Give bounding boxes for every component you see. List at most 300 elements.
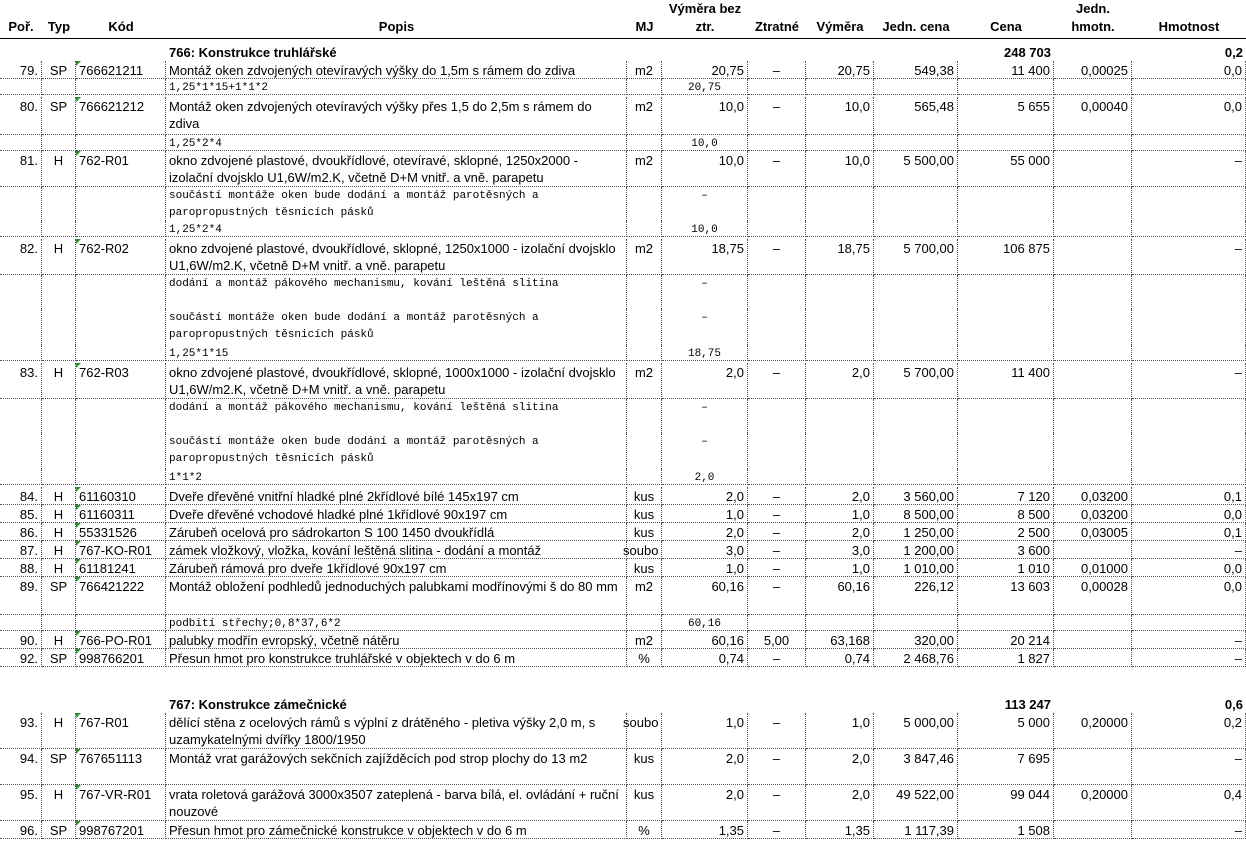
row-quantity[interactable]: 10,0 [806, 97, 874, 135]
subrow-empty-cell [1132, 345, 1246, 361]
row-quantity-base[interactable]: 60,16 [662, 631, 748, 649]
row-type[interactable]: H [42, 151, 76, 187]
subrow-empty-cell [874, 309, 958, 345]
row-code[interactable]: 762-R01 [76, 151, 166, 187]
row-unit-price[interactable]: 3 847,46 [874, 749, 958, 785]
table-row[interactable] [0, 785, 1246, 821]
row-price[interactable]: 106 875 [958, 239, 1054, 275]
row-price[interactable]: 13 603 [958, 577, 1054, 615]
row-quantity-base[interactable]: 60,16 [662, 577, 748, 615]
row-quantity-base[interactable]: 10,0 [662, 151, 748, 187]
row-code[interactable]: 61160311 [76, 505, 166, 523]
row-quantity[interactable]: 2,0 [806, 785, 874, 821]
subrow-empty-cell [42, 79, 76, 95]
row-quantity[interactable]: 60,16 [806, 577, 874, 615]
section-hmotnost[interactable]: 0,2 [1224, 45, 1243, 60]
col-header-jedn-hmotn[interactable] [1054, 0, 1132, 38]
row-quantity-base[interactable]: 1,0 [662, 559, 748, 577]
subrow-empty-cell [627, 275, 662, 309]
row-number[interactable]: 82. [0, 239, 42, 275]
row-loss[interactable]: – [748, 363, 806, 399]
subrow-empty-cell [0, 345, 42, 361]
table-row[interactable] [0, 631, 1246, 649]
row-unit-price[interactable]: 5 000,00 [874, 713, 958, 749]
table-row[interactable] [0, 97, 1246, 135]
subrow-empty-cell [1054, 399, 1132, 433]
row-type[interactable]: H [42, 505, 76, 523]
row-loss[interactable]: – [748, 713, 806, 749]
row-code[interactable]: 61181241 [76, 559, 166, 577]
calc-subrow [0, 309, 1246, 345]
row-description[interactable]: okno zdvojené plastové, dvoukřídlové, otevíravé, sklopné, 1250x2000 - izolační dvojsklo U1,6W/m2.K, včetně D+M vnitř. a vně. parapetu [166, 151, 627, 187]
subrow-empty-cell [958, 187, 1054, 221]
row-description[interactable]: Dveře dřevěné vchodové hladké plné 1křídlové 90x197 cm [166, 505, 627, 523]
row-loss[interactable]: – [748, 649, 806, 667]
subrow-empty-cell [42, 469, 76, 485]
row-type[interactable]: SP [42, 97, 76, 135]
row-description[interactable]: zámek vložkový, vložka, kování leštěná slitina - dodání a montáž [166, 541, 627, 559]
row-unit-price[interactable]: 549,38 [874, 61, 958, 79]
row-type[interactable]: H [42, 523, 76, 541]
subrow-empty-cell [748, 433, 806, 469]
row-unit-weight[interactable]: 0,20000 [1054, 785, 1132, 821]
row-quantity-base[interactable]: 2,0 [662, 487, 748, 505]
row-code[interactable]: 61160310 [76, 487, 166, 505]
calc-subrow [0, 275, 1246, 309]
row-unit-weight[interactable]: 0,20000 [1054, 713, 1132, 749]
row-quantity-base[interactable]: 2,0 [662, 523, 748, 541]
calc-subrow [0, 135, 1246, 151]
subrow-empty-cell [42, 187, 76, 221]
row-description[interactable]: Montáž vrat garážových sekčních zajížděcích pod strop plochy do 13 m2 [166, 749, 627, 785]
calc-value: – [662, 399, 748, 433]
row-price[interactable]: 11 400 [958, 61, 1054, 79]
row-weight[interactable]: 0,0 [1132, 577, 1246, 615]
row-number[interactable]: 85. [0, 505, 42, 523]
row-weight[interactable]: 0,0 [1132, 97, 1246, 135]
row-loss[interactable]: – [748, 97, 806, 135]
row-unit-price[interactable]: 226,12 [874, 577, 958, 615]
section-title[interactable]: 766: Konstrukce truhlářské [169, 45, 337, 60]
row-quantity-base[interactable]: 1,0 [662, 505, 748, 523]
subrow-empty-cell [0, 469, 42, 485]
section-cena[interactable]: 113 247 [1004, 697, 1051, 712]
row-weight[interactable]: 0,4 [1132, 785, 1246, 821]
row-unit-price[interactable]: 1 200,00 [874, 541, 958, 559]
row-description[interactable]: Montáž oken zdvojených otevíravých výšky přes 1,5 do 2,5m s rámem do zdiva [166, 97, 627, 135]
subrow-empty-cell [627, 187, 662, 221]
row-code[interactable]: 767-KO-R01 [76, 541, 166, 559]
row-loss[interactable]: – [748, 151, 806, 187]
row-number[interactable]: 87. [0, 541, 42, 559]
row-loss[interactable]: – [748, 749, 806, 785]
row-number[interactable]: 90. [0, 631, 42, 649]
row-loss[interactable]: – [748, 523, 806, 541]
row-type[interactable]: SP [42, 649, 76, 667]
row-unit[interactable]: m2 [627, 631, 662, 649]
row-loss[interactable]: – [748, 61, 806, 79]
col-header-popis[interactable]: Popis [378, 19, 415, 34]
col-header-kod[interactable]: Kód [108, 19, 134, 34]
subrow-empty-cell [42, 309, 76, 345]
row-price[interactable]: 1 508 [958, 821, 1054, 839]
table-row[interactable] [0, 523, 1246, 541]
col-header-ztratne[interactable]: Ztratné [754, 19, 800, 34]
row-unit-weight[interactable]: 0,03200 [1054, 487, 1132, 505]
row-unit-weight[interactable] [1054, 649, 1132, 667]
row-type[interactable]: SP [42, 577, 76, 615]
row-quantity-base[interactable]: 2,0 [662, 749, 748, 785]
subrow-empty-cell [806, 469, 874, 485]
row-loss[interactable]: – [748, 785, 806, 821]
subrow-empty-cell [748, 469, 806, 485]
row-loss[interactable]: – [748, 487, 806, 505]
row-unit-weight[interactable]: 0,03200 [1054, 505, 1132, 523]
row-quantity[interactable]: 2,0 [806, 363, 874, 399]
row-loss[interactable]: – [748, 821, 806, 839]
row-weight[interactable]: 0,0 [1132, 61, 1246, 79]
col-header-mj[interactable]: MJ [635, 19, 654, 34]
row-type[interactable]: H [42, 631, 76, 649]
row-number[interactable]: 80. [0, 97, 42, 135]
row-description[interactable]: okno zdvojené plastové, dvoukřídlové, sklopné, 1000x1000 - izolační dvojsklo U1,6W/m2.K, včetně D+M vnitř. a vně. parapetu [166, 363, 627, 399]
subrow-empty-cell [76, 615, 166, 631]
row-quantity[interactable]: 1,0 [806, 713, 874, 749]
row-quantity-base[interactable]: 0,74 [662, 649, 748, 667]
row-unit[interactable]: m2 [627, 61, 662, 79]
subrow-empty-cell [874, 187, 958, 221]
subrow-empty-cell [874, 275, 958, 309]
subrow-empty-cell [76, 275, 166, 309]
row-unit-price[interactable]: 8 500,00 [874, 505, 958, 523]
row-unit-weight[interactable] [1054, 363, 1132, 399]
row-unit-weight[interactable]: 0,00025 [1054, 61, 1132, 79]
row-quantity-base[interactable]: 1,0 [662, 713, 748, 749]
col-header-vymera-bez-ztr[interactable] [662, 0, 748, 38]
row-weight[interactable]: – [1132, 239, 1246, 275]
row-description[interactable]: vrata roletová garážová 3000x3507 zateplená - barva bílá, el. ovládání + ruční nouzové [166, 785, 627, 821]
subrow-empty-cell [874, 469, 958, 485]
calc-value: 20,75 [662, 79, 748, 95]
row-description[interactable]: Zárubeň rámová pro dveře 1křídlové 90x197 cm [166, 559, 627, 577]
row-type[interactable]: H [42, 239, 76, 275]
row-number[interactable]: 89. [0, 577, 42, 615]
row-unit[interactable]: % [627, 649, 662, 667]
subrow-empty-cell [806, 309, 874, 345]
row-description[interactable]: Zárubeň ocelová pro sádrokarton S 100 1450 dvoukřídlá [166, 523, 627, 541]
table-row[interactable] [0, 559, 1246, 577]
row-price[interactable]: 7 120 [958, 487, 1054, 505]
row-number[interactable]: 79. [0, 61, 42, 79]
row-code[interactable]: 55331526 [76, 523, 166, 541]
row-code[interactable]: 998766201 [76, 649, 166, 667]
table-row[interactable] [0, 239, 1246, 275]
row-unit[interactable]: % [627, 821, 662, 839]
section-header-row [0, 43, 1246, 61]
row-weight[interactable]: 0,1 [1132, 487, 1246, 505]
subrow-empty-cell [874, 221, 958, 237]
row-unit[interactable]: m2 [627, 363, 662, 399]
row-unit-price[interactable]: 320,00 [874, 631, 958, 649]
row-price[interactable]: 55 000 [958, 151, 1054, 187]
row-weight[interactable]: – [1132, 541, 1246, 559]
calc-formula: součástí montáže oken bude dodání a montáž parotěsných a paropropustných těsnicích pásků [166, 187, 627, 221]
table-row[interactable] [0, 61, 1246, 79]
row-unit-price[interactable]: 49 522,00 [874, 785, 958, 821]
row-unit-price[interactable]: 2 468,76 [874, 649, 958, 667]
subrow-empty-cell [1054, 135, 1132, 151]
row-unit[interactable]: m2 [627, 151, 662, 187]
table-row[interactable] [0, 649, 1246, 667]
subrow-empty-cell [76, 79, 166, 95]
row-quantity[interactable]: 1,0 [806, 505, 874, 523]
calc-value: 60,16 [662, 615, 748, 631]
row-quantity-base[interactable]: 10,0 [662, 97, 748, 135]
row-weight[interactable]: 0,2 [1132, 713, 1246, 749]
row-number[interactable]: 88. [0, 559, 42, 577]
row-code[interactable]: 766621211 [76, 61, 166, 79]
row-price[interactable]: 1 010 [958, 559, 1054, 577]
subrow-empty-cell [1132, 309, 1246, 345]
row-price[interactable]: 7 695 [958, 749, 1054, 785]
row-quantity[interactable]: 2,0 [806, 749, 874, 785]
row-unit-price[interactable]: 5 700,00 [874, 363, 958, 399]
row-number[interactable]: 83. [0, 363, 42, 399]
row-description[interactable]: Přesun hmot pro zámečnické konstrukce v objektech v do 6 m [166, 821, 627, 839]
row-description[interactable]: dělící stěna z ocelových rámů s výplní z drátěného - pletiva výšky 2,0 m, s uzamykatelnými dvířky 1800/1950 [166, 713, 627, 749]
row-weight[interactable]: – [1132, 649, 1246, 667]
row-weight[interactable]: 0,0 [1132, 505, 1246, 523]
row-type[interactable]: H [42, 541, 76, 559]
row-loss[interactable]: – [748, 577, 806, 615]
row-loss[interactable]: – [748, 559, 806, 577]
row-description[interactable]: palubky modřín evropský, včetně nátěru [166, 631, 627, 649]
row-price[interactable]: 3 600 [958, 541, 1054, 559]
row-description[interactable]: Montáž obložení podhledů jednoduchých palubkami modřínovými š do 80 mm [166, 577, 627, 615]
row-price[interactable]: 2 500 [958, 523, 1054, 541]
subrow-empty-cell [76, 135, 166, 151]
row-unit[interactable]: m2 [627, 577, 662, 615]
row-unit[interactable]: m2 [627, 97, 662, 135]
row-weight[interactable]: 0,0 [1132, 559, 1246, 577]
col-header-jedn-cena[interactable]: Jedn. cena [882, 19, 950, 34]
row-weight[interactable]: – [1132, 151, 1246, 187]
subrow-empty-cell [0, 275, 42, 309]
subrow-empty-cell [748, 399, 806, 433]
subrow-empty-cell [1054, 469, 1132, 485]
row-quantity[interactable]: 10,0 [806, 151, 874, 187]
row-number[interactable]: 92. [0, 649, 42, 667]
row-unit[interactable]: kus [627, 749, 662, 785]
subrow-empty-cell [806, 433, 874, 469]
subrow-empty-cell [627, 615, 662, 631]
row-weight[interactable]: – [1132, 749, 1246, 785]
subrow-empty-cell [874, 345, 958, 361]
row-loss[interactable]: – [748, 541, 806, 559]
col-header-hmotnost[interactable]: Hmotnost [1158, 19, 1220, 34]
row-unit-weight[interactable] [1054, 749, 1132, 785]
row-unit[interactable]: soubo [627, 713, 662, 749]
row-unit[interactable]: kus [627, 505, 662, 523]
row-price[interactable]: 5 000 [958, 713, 1054, 749]
table-row[interactable] [0, 577, 1246, 615]
table-row[interactable] [0, 363, 1246, 399]
row-loss[interactable]: – [748, 505, 806, 523]
row-unit-weight[interactable]: 0,01000 [1054, 559, 1132, 577]
row-quantity[interactable]: 3,0 [806, 541, 874, 559]
row-code[interactable]: 998767201 [76, 821, 166, 839]
subrow-empty-cell [0, 433, 42, 469]
row-unit-weight[interactable]: 0,03005 [1054, 523, 1132, 541]
row-quantity-base[interactable]: 1,35 [662, 821, 748, 839]
row-price[interactable]: 8 500 [958, 505, 1054, 523]
row-code[interactable]: 766-PO-R01 [76, 631, 166, 649]
row-type[interactable]: H [42, 363, 76, 399]
row-code[interactable]: 762-R02 [76, 239, 166, 275]
row-type[interactable]: SP [42, 61, 76, 79]
row-description[interactable]: Přesun hmot pro konstrukce truhlářské v objektech v do 6 m [166, 649, 627, 667]
row-price[interactable]: 20 214 [958, 631, 1054, 649]
table-row[interactable] [0, 749, 1246, 785]
calc-formula: 1,25*1*15 [166, 345, 627, 361]
subrow-empty-cell [806, 187, 874, 221]
row-unit[interactable]: kus [627, 559, 662, 577]
subrow-empty-cell [1054, 79, 1132, 95]
col-header-por[interactable]: Poř. [8, 19, 34, 34]
row-quantity[interactable]: 2,0 [806, 487, 874, 505]
row-number[interactable]: 93. [0, 713, 42, 749]
subrow-empty-cell [806, 275, 874, 309]
row-price[interactable]: 99 044 [958, 785, 1054, 821]
row-type[interactable]: SP [42, 821, 76, 839]
row-type[interactable]: H [42, 785, 76, 821]
row-number[interactable]: 96. [0, 821, 42, 839]
row-code[interactable]: 767651113 [76, 749, 166, 785]
row-code[interactable]: 767-VR-R01 [76, 785, 166, 821]
row-code[interactable]: 766621212 [76, 97, 166, 135]
row-type[interactable]: SP [42, 749, 76, 785]
row-unit-weight[interactable]: 0,00028 [1054, 577, 1132, 615]
row-number[interactable]: 81. [0, 151, 42, 187]
subrow-empty-cell [1132, 275, 1246, 309]
table-row[interactable] [0, 487, 1246, 505]
row-unit-price[interactable]: 1 117,39 [874, 821, 958, 839]
col-header-typ[interactable]: Typ [47, 19, 71, 34]
row-code[interactable]: 762-R03 [76, 363, 166, 399]
row-unit[interactable]: m2 [627, 239, 662, 275]
row-quantity-base[interactable]: 20,75 [662, 61, 748, 79]
subrow-empty-cell [958, 309, 1054, 345]
row-weight[interactable]: 0,1 [1132, 523, 1246, 541]
row-unit-weight[interactable]: 0,00040 [1054, 97, 1132, 135]
col-header-cena[interactable]: Cena [990, 19, 1022, 34]
calc-value: – [662, 433, 748, 469]
row-quantity-base[interactable]: 2,0 [662, 363, 748, 399]
row-description[interactable]: Dveře dřevěné vnitřní hladké plné 2křídlové bílé 145x197 cm [166, 487, 627, 505]
calc-subrow [0, 79, 1246, 95]
row-unit[interactable]: kus [627, 487, 662, 505]
row-number[interactable]: 95. [0, 785, 42, 821]
row-unit-weight[interactable] [1054, 541, 1132, 559]
table-row[interactable] [0, 505, 1246, 523]
row-description[interactable]: okno zdvojené plastové, dvoukřídlové, sklopné, 1250x1000 - izolační dvojsklo U1,6W/m2.K, včetně D+M vnitř. a vně. parapetu [166, 239, 627, 275]
table-row[interactable] [0, 541, 1246, 559]
table-row[interactable] [0, 821, 1246, 839]
row-quantity[interactable]: 18,75 [806, 239, 874, 275]
row-description[interactable]: Montáž oken zdvojených otevíravých výšky do 1,5m s rámem do zdiva [166, 61, 627, 79]
row-quantity[interactable]: 1,0 [806, 559, 874, 577]
row-quantity[interactable]: 63,168 [806, 631, 874, 649]
row-unit-price[interactable]: 565,48 [874, 97, 958, 135]
subrow-empty-cell [627, 309, 662, 345]
section-hmotnost[interactable]: 0,6 [1224, 697, 1243, 712]
row-weight[interactable]: – [1132, 363, 1246, 399]
row-type[interactable]: H [42, 487, 76, 505]
row-price[interactable]: 1 827 [958, 649, 1054, 667]
row-unit-price[interactable]: 1 250,00 [874, 523, 958, 541]
row-quantity[interactable]: 0,74 [806, 649, 874, 667]
row-code[interactable]: 766421222 [76, 577, 166, 615]
section-cena[interactable]: 248 703 [1004, 45, 1051, 60]
subrow-empty-cell [627, 345, 662, 361]
row-quantity-base[interactable]: 18,75 [662, 239, 748, 275]
subrow-empty-cell [806, 399, 874, 433]
row-unit[interactable]: kus [627, 523, 662, 541]
row-quantity-base[interactable]: 3,0 [662, 541, 748, 559]
row-number[interactable]: 94. [0, 749, 42, 785]
row-unit-weight[interactable] [1054, 631, 1132, 649]
row-code[interactable]: 767-R01 [76, 713, 166, 749]
table-row[interactable] [0, 713, 1246, 749]
row-type[interactable]: H [42, 713, 76, 749]
row-loss[interactable]: 5,00 [748, 631, 806, 649]
row-price[interactable]: 11 400 [958, 363, 1054, 399]
row-unit-weight[interactable] [1054, 821, 1132, 839]
row-unit-weight[interactable] [1054, 151, 1132, 187]
table-row[interactable] [0, 151, 1246, 187]
row-price[interactable]: 5 655 [958, 97, 1054, 135]
calc-value: 2,0 [662, 469, 748, 485]
row-weight[interactable]: – [1132, 631, 1246, 649]
row-unit-price[interactable]: 1 010,00 [874, 559, 958, 577]
subrow-empty-cell [806, 135, 874, 151]
row-unit-price[interactable]: 5 500,00 [874, 151, 958, 187]
section-title[interactable]: 767: Konstrukce zámečnické [169, 697, 347, 712]
subrow-empty-cell [1054, 345, 1132, 361]
row-number[interactable]: 86. [0, 523, 42, 541]
row-type[interactable]: H [42, 559, 76, 577]
row-quantity[interactable]: 2,0 [806, 523, 874, 541]
row-unit-price[interactable]: 5 700,00 [874, 239, 958, 275]
row-quantity[interactable]: 20,75 [806, 61, 874, 79]
row-unit[interactable]: kus [627, 785, 662, 821]
col-header-vymera[interactable]: Výměra [816, 19, 864, 34]
row-number[interactable]: 84. [0, 487, 42, 505]
subrow-empty-cell [958, 275, 1054, 309]
row-unit-weight[interactable] [1054, 239, 1132, 275]
subrow-empty-cell [1054, 433, 1132, 469]
row-loss[interactable]: – [748, 239, 806, 275]
row-weight[interactable]: – [1132, 821, 1246, 839]
row-unit[interactable]: soubo [627, 541, 662, 559]
subrow-empty-cell [748, 615, 806, 631]
subrow-empty-cell [627, 433, 662, 469]
calc-formula: 1,25*2*4 [166, 221, 627, 237]
row-unit-price[interactable]: 3 560,00 [874, 487, 958, 505]
row-quantity[interactable]: 1,35 [806, 821, 874, 839]
calc-subrow [0, 469, 1246, 485]
row-quantity-base[interactable]: 2,0 [662, 785, 748, 821]
